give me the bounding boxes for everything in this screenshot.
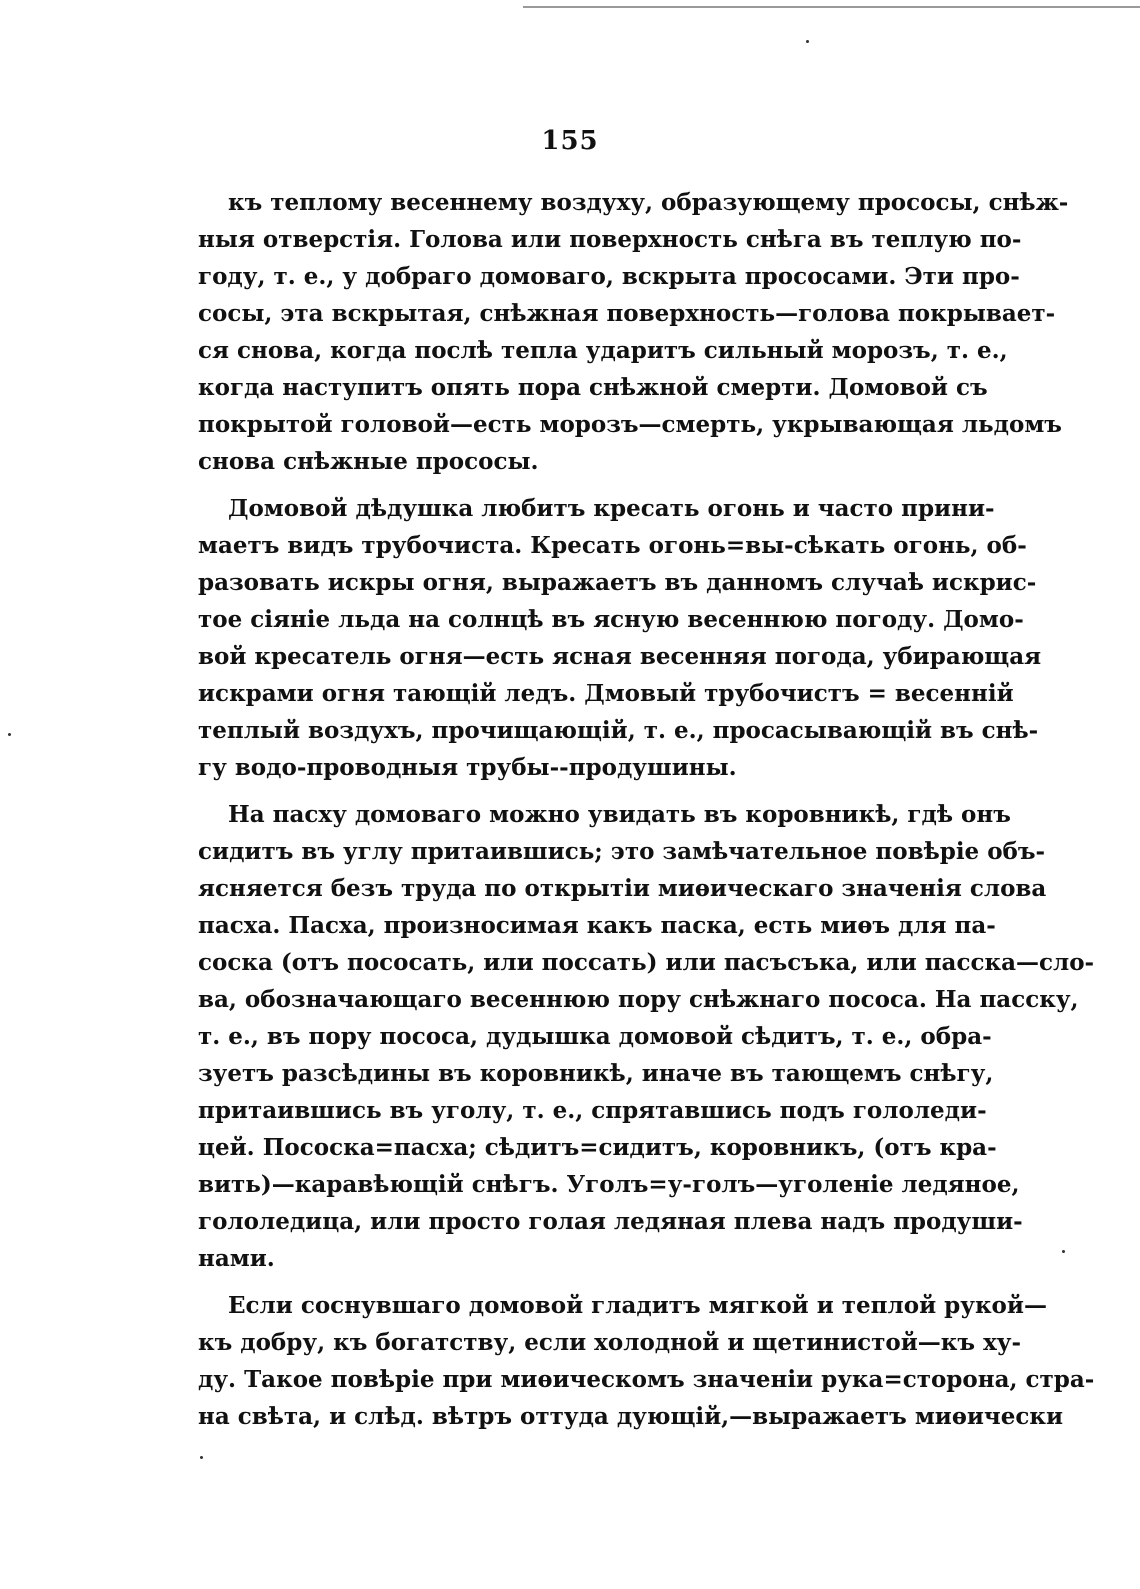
paragraph [198,796,1095,1277]
text-line: къ теплому весеннему воздуху, образующему прососы, снѣж- [228,189,1069,216]
text-line: зуетъ разсѣдины въ коровникѣ, иначе въ тающемъ снѣгу, [198,1060,994,1087]
scan-speck [1062,1250,1065,1253]
text-line: притаившись въ уголу, т. е., спрятавшись подъ гололеди- [198,1097,987,1124]
text-line: когда наступитъ опять пора снѣжной смерти. Домовой съ [198,374,988,401]
text-line: на свѣта, и слѣд. вѣтръ оттуда дующій,—выражаетъ миѳически [198,1403,1064,1430]
text-line: гололедица, или просто голая ледяная плева надъ продуши- [198,1208,1023,1235]
text-line: тое сіяніе льда на солнцѣ въ ясную весеннюю погоду. Домо- [198,606,1024,633]
text-line: снова снѣжные прососы. [198,448,539,475]
scan-speck [806,40,809,43]
text-line: ныя отверстія. Голова или поверхность снѣга въ теплую по- [198,226,1022,253]
text-line: къ добру, къ богатству, если холодной и щетинистой—къ ху- [198,1329,1022,1356]
text-line: Домовой дѣдушка любитъ кресать огонь и часто прини- [228,495,995,522]
text-line: разовать искры огня, выражаетъ въ данномъ случаѣ искрис- [198,569,1037,596]
paragraph [198,490,1042,786]
text-line: сидитъ въ углу притаившись; это замѣчательное повѣріе объ- [198,838,1046,865]
text-line: ясняется безъ труда по открытіи миѳическаго значенія слова [198,875,1047,902]
text-line: На пасху домоваго можно увидать въ коровникѣ, гдѣ онъ [228,801,1011,828]
paragraph [198,184,1069,480]
text-line: покрытой головой—есть морозъ—смерть, укрывающая льдомъ [198,411,1062,438]
text-line: искрами огня тающій ледъ. Дмовый трубочистъ = весенній [198,680,1014,707]
text-line: нами. [198,1245,275,1272]
text-line: соска (отъ пососать, или поссать) или пасъсъка, или пасска—сло- [198,949,1095,976]
text-line: ду. Такое повѣріе при миѳическомъ значеніи рука=сторона, стра- [198,1366,1095,1393]
text-line: вить)—каравѣющій снѣгъ. Уголъ=у-голъ—уголеніе ледяное, [198,1171,1020,1198]
scan-speck [8,733,11,736]
text-line: т. е., въ пору пососа, дудышка домовой сѣдитъ, т. е., обра- [198,1023,992,1050]
text-line: сосы, эта вскрытая, снѣжная поверхность—голова покрывает- [198,300,1056,327]
paragraph [198,1287,1095,1435]
page-number: 155 [541,126,599,156]
text-line: Если соснувшаго домовой гладитъ мягкой и теплой рукой— [228,1292,1047,1319]
scan-speck [200,1456,203,1459]
top-rule [523,6,1140,8]
text-line: году, т. е., у добраго домоваго, вскрыта прососами. Эти про- [198,263,1020,290]
text-line: гу водо-проводныя трубы--продушины. [198,754,737,781]
text-line: вой кресатель огня—есть ясная весенняя погода, убирающая [198,643,1042,670]
text-line: ва, обозначающаго весеннюю пору снѣжнаго пососа. На пасску, [198,986,1079,1013]
text-line: пасха. Пасха, произносимая какъ паска, есть миѳъ для па- [198,912,996,939]
text-line: цей. Пососка=пасха; сѣдитъ=сидитъ, коровникъ, (отъ кра- [198,1134,997,1161]
text-line: теплый воздухъ, прочищающій, т. е., просасывающій въ снѣ- [198,717,1039,744]
text-body [198,184,1095,1445]
text-line: маетъ видъ трубочиста. Кресать огонь=вы-сѣкать огонь, об- [198,532,1027,559]
text-line: ся снова, когда послѣ тепла ударитъ сильный морозъ, т. е., [198,337,1008,364]
